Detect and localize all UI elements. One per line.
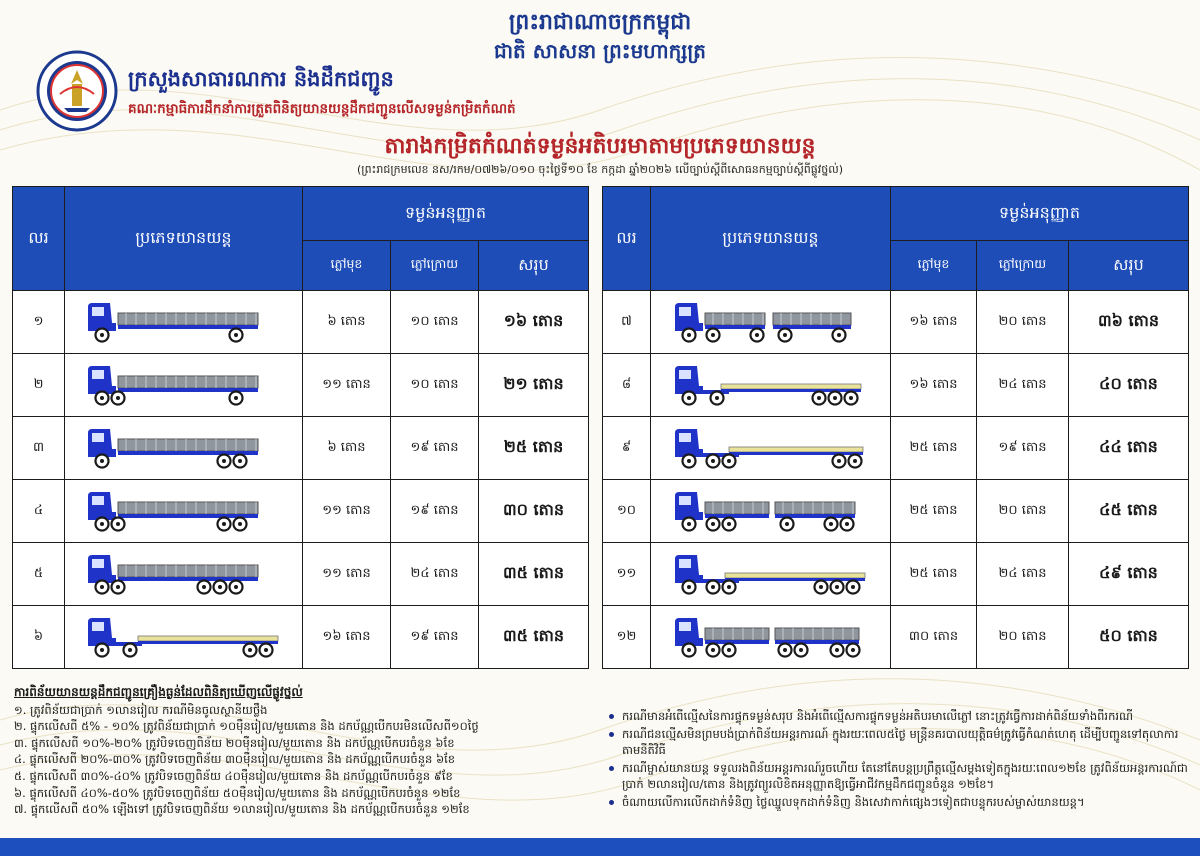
rear-axle-weight: ១៩ តោន — [977, 417, 1069, 480]
national-motto-line1: ព្រះរាជាណាចក្រកម្ពុជា — [508, 10, 692, 35]
vehicle-diagram — [651, 354, 891, 417]
penalty-rule: ៤. ផ្ទុកលើសពី ២០%-៣០% ត្រូវបិទចេញពិន័យ ៣០ម៉ឺនរៀល/មួយតោន និង ដកប័ណ្ណបើកបរចំនួន ៦ខែ — [14, 752, 456, 767]
front-axle-weight: ១១ តោន — [303, 480, 391, 543]
penalty-rule: ១. ត្រូវពិន័យជាប្រាក់ ១លានរៀល ករណីមិនចូលស្ថានីយថ្លឹង — [14, 702, 268, 717]
vehicle-diagram — [651, 543, 891, 606]
front-axle-weight: ២៥ តោន — [891, 417, 977, 480]
total-weight: ៤៥ តោន — [1069, 480, 1189, 543]
total-weight: ១៦ តោន — [479, 291, 589, 354]
row-number: ១១ — [603, 543, 651, 606]
front-axle-weight: ២៥ តោន — [891, 480, 977, 543]
row-number: ៧ — [603, 291, 651, 354]
row-number: ២ — [13, 354, 65, 417]
total-weight: ៣៦ តោន — [1069, 291, 1189, 354]
header-vehicle-type: ប្រភេទយានយន្ត — [651, 187, 891, 291]
weight-table-left — [12, 186, 589, 669]
row-number: ១០ — [603, 480, 651, 543]
row-number: ១ — [13, 291, 65, 354]
rear-axle-weight: ២៤ តោន — [391, 543, 479, 606]
penalty-rule: ៦. ផ្ទុកលើសពី ៤០%-៥០% ត្រូវបិទចេញពិន័យ ៥០ម៉ឺនរៀល/មួយតោន និង ដកប័ណ្ណបើកបរចំនួន ១២ខែ — [14, 785, 461, 800]
penalty-rule: ៧. ផ្ទុកលើសពី ៥០% ឡើងទៅ ត្រូវបិទចេញពិន័យ ១លានរៀល/មួយតោន និង ដកប័ណ្ណបើកបរចំនួន ១២ខែ — [14, 802, 470, 817]
vehicle-diagram — [651, 480, 891, 543]
total-weight: ៣០ តោន — [479, 480, 589, 543]
rear-axle-weight: ២៤ តោន — [977, 543, 1069, 606]
total-weight: ៤៩ តោន — [1069, 543, 1189, 606]
notes-section — [606, 708, 1192, 812]
front-axle-weight: ១៦ តោន — [303, 606, 391, 669]
penalty-title: ការពិន័យយានយន្តដឹកជញ្ជូនគ្រឿងធ្ងន់ដែលពិនិត្យឃើញលើផ្លូវថ្នល់ — [14, 685, 303, 699]
header-front-axle: ភ្លៅមុខ — [303, 241, 391, 291]
row-number: ៥ — [13, 543, 65, 606]
note-bullet: ករណីម្ចាស់យានយន្ត ទទួលរងពិន័យអន្តរការណ៍រួចហើយ តែនៅតែបន្តប្រព្រឹត្តល្មើសម្តងទៀតក្នុងរយៈពេល១២ខែ ត្រូវពិន័យអន្តរការណ៍ជាប្រាក់ ២លានរៀល/តោន និងត្រូវព្យួរលិខិតអនុញ្ញាតឱ្យធ្វើអាជីវកម្មដឹកជញ្ជូនចំនួន ១២ខែ។ — [606, 760, 1192, 792]
table-row — [13, 480, 589, 543]
front-axle-weight: ៦ តោន — [303, 291, 391, 354]
document-header — [0, 0, 1200, 185]
penalty-rule: ២. ផ្ទុកលើសពី ៥% - ១០% ត្រូវពិន័យជាប្រាក់ ១០ម៉ឺនរៀល/មួយតោន និង ដកប័ណ្ណបើកបរមិនលើសពី១០ថ្ងៃ — [14, 719, 479, 734]
table-row — [13, 606, 589, 669]
table-row — [603, 480, 1189, 543]
header-vehicle-type: ប្រភេទយានយន្ត — [65, 187, 303, 291]
table-row — [603, 291, 1189, 354]
total-weight: ៤០ តោន — [1069, 354, 1189, 417]
vehicle-diagram — [65, 480, 303, 543]
committee-name: គណៈកម្មាធិការដឹកនាំការត្រួតពិនិត្យយានយន្តដឹកជញ្ជូនលើសទម្ងន់កម្រិតកំណត់ — [128, 101, 516, 117]
note-bullet: ករណីជនល្មើសមិនព្រមបង់ប្រាក់ពិន័យអន្តរការណ៍ ក្នុងរយៈពេល៥ថ្ងៃ មន្ត្រីនគរបាលយុត្តិធម៌ត្រូវធ្វើកំណត់ហេតុ ដើម្បីបញ្ជូនទៅតុលាការតាមនីតិវិធី — [606, 726, 1192, 758]
penalty-rule: ៥. ផ្ទុកលើសពី ៣០%-៤០% ត្រូវបិទចេញពិន័យ ៤០ម៉ឺនរៀល/មួយតោន និង ដកប័ណ្ណបើកបរចំនួន ៩ខែ — [14, 768, 453, 783]
vehicle-diagram — [65, 606, 303, 669]
vehicle-diagram — [651, 291, 891, 354]
truck-3axle-front-tandem-icon — [86, 362, 282, 408]
front-axle-weight: ២៥ តោន — [891, 543, 977, 606]
rear-axle-weight: ២០ តោន — [977, 606, 1069, 669]
table-row — [603, 606, 1189, 669]
total-weight: ៣៥ តោន — [479, 543, 589, 606]
vehicle-diagram — [651, 417, 891, 480]
total-weight: ៥០ តោន — [1069, 606, 1189, 669]
total-weight: ៣៥ តោន — [479, 606, 589, 669]
header-no: លរ — [603, 187, 651, 291]
front-axle-weight: ៣០ តោន — [891, 606, 977, 669]
truck-4axle-icon — [86, 488, 282, 534]
ministry-name: ក្រសួងសាធារណការ និងដឹកជញ្ជូន — [128, 67, 394, 91]
table-row — [13, 417, 589, 480]
truck-with-trailer-icon — [673, 299, 869, 345]
rear-axle-weight: ១៩ តោន — [391, 417, 479, 480]
front-axle-weight: ៦ តោន — [303, 417, 391, 480]
footer-bar — [0, 838, 1200, 856]
header-total: សរុប — [479, 241, 589, 291]
tractor-semitrailer-tridem-icon — [673, 362, 869, 408]
truck-2axle-icon — [86, 299, 282, 345]
table-row — [13, 354, 589, 417]
header-total: សរុប — [1069, 241, 1189, 291]
table-row — [603, 354, 1189, 417]
table-row — [603, 543, 1189, 606]
row-number: ៩ — [603, 417, 651, 480]
row-number: ៨ — [603, 354, 651, 417]
front-axle-weight: ១១ តោន — [303, 543, 391, 606]
header-front-axle: ភ្លៅមុខ — [891, 241, 977, 291]
vehicle-diagram — [65, 354, 303, 417]
rear-axle-weight: ២០ តោន — [977, 480, 1069, 543]
truck-tandem-trailer-icon — [673, 488, 869, 534]
rear-axle-weight: ១០ តោន — [391, 354, 479, 417]
header-permitted-weight: ទម្ងន់អនុញ្ញាត — [303, 187, 589, 241]
truck-3axle-rear-tandem-icon — [86, 425, 282, 471]
rear-axle-weight: ១៩ តោន — [391, 480, 479, 543]
table-row — [603, 417, 1189, 480]
ministry-logo-icon — [36, 50, 118, 132]
weight-table-right — [602, 186, 1189, 669]
note-bullet: ចំណាយលើការលើកដាក់ទំនិញ ថ្លៃឈ្នួលទុកដាក់ទំនិញ និងសេវាកាក់ផ្សេងៗទៀតជាបន្ទុករបស់ម្ចាស់យានយន្ត។ — [606, 794, 1192, 810]
penalty-rule: ៣. ផ្ទុកលើសពី ១០%-២០% ត្រូវបិទចេញពិន័យ ២០ម៉ឺនរៀល/មួយតោន និង ដកប័ណ្ណបើកបរចំនួន ៦ខែ — [14, 735, 455, 750]
front-axle-weight: ១៦ តោន — [891, 291, 977, 354]
truck-tandem-trailer-long-icon — [673, 614, 869, 660]
vehicle-diagram — [65, 543, 303, 606]
tractor-semitrailer-icon — [86, 614, 282, 660]
row-number: ៦ — [13, 606, 65, 669]
total-weight: ៤៤ តោន — [1069, 417, 1189, 480]
table-row — [13, 291, 589, 354]
tractor-tandem-semitrailer-icon — [673, 425, 869, 471]
note-bullet: ករណីមានអំពើល្មើសនៃការផ្ទុកទម្ងន់សរុប និងអំពើល្មើសការផ្ទុកទម្ងន់អតិបរមាលើភ្លៅ នោះត្រូវធ្វើការដាក់ពិន័យទាំងពីរករណី — [606, 708, 1192, 724]
row-number: ៤ — [13, 480, 65, 543]
header-permitted-weight: ទម្ងន់អនុញ្ញាត — [891, 187, 1189, 241]
rear-axle-weight: ២៤ តោន — [977, 354, 1069, 417]
total-weight: ២៥ តោន — [479, 417, 589, 480]
tractor-tandem-semitrailer-tridem-icon — [673, 551, 869, 597]
total-weight: ២១ តោន — [479, 354, 589, 417]
penalty-section — [14, 684, 584, 818]
vehicle-diagram — [65, 291, 303, 354]
row-number: ១២ — [603, 606, 651, 669]
rear-axle-weight: ២០ តោន — [977, 291, 1069, 354]
rear-axle-weight: ១៩ តោន — [391, 606, 479, 669]
page-title: តារាងកម្រិតកំណត់ទម្ងន់អតិបរមាតាមប្រភេទយានយន្ត — [384, 134, 816, 159]
header-no: លរ — [13, 187, 65, 291]
row-number: ៣ — [13, 417, 65, 480]
rear-axle-weight: ១០ តោន — [391, 291, 479, 354]
header-rear-axle: ភ្លៅក្រោយ — [391, 241, 479, 291]
legal-reference: (ព្រះរាជក្រមលេខ នស/រកម/០៧២៦/០១០ ចុះថ្ងៃទី១០ ខែ កក្កដា ឆ្នាំ២០២៦ លើច្បាប់ស្តីពីសោធនកម្មច្បាប់ស្តីពីផ្លូវថ្នល់) — [357, 163, 843, 176]
truck-5axle-icon — [86, 551, 282, 597]
front-axle-weight: ១៦ តោន — [891, 354, 977, 417]
table-row — [13, 543, 589, 606]
header-rear-axle: ភ្លៅក្រោយ — [977, 241, 1069, 291]
vehicle-diagram — [651, 606, 891, 669]
front-axle-weight: ១១ តោន — [303, 354, 391, 417]
national-motto-line2: ជាតិ សាសនា ព្រះមហាក្សត្រ — [494, 39, 706, 63]
vehicle-diagram — [65, 417, 303, 480]
